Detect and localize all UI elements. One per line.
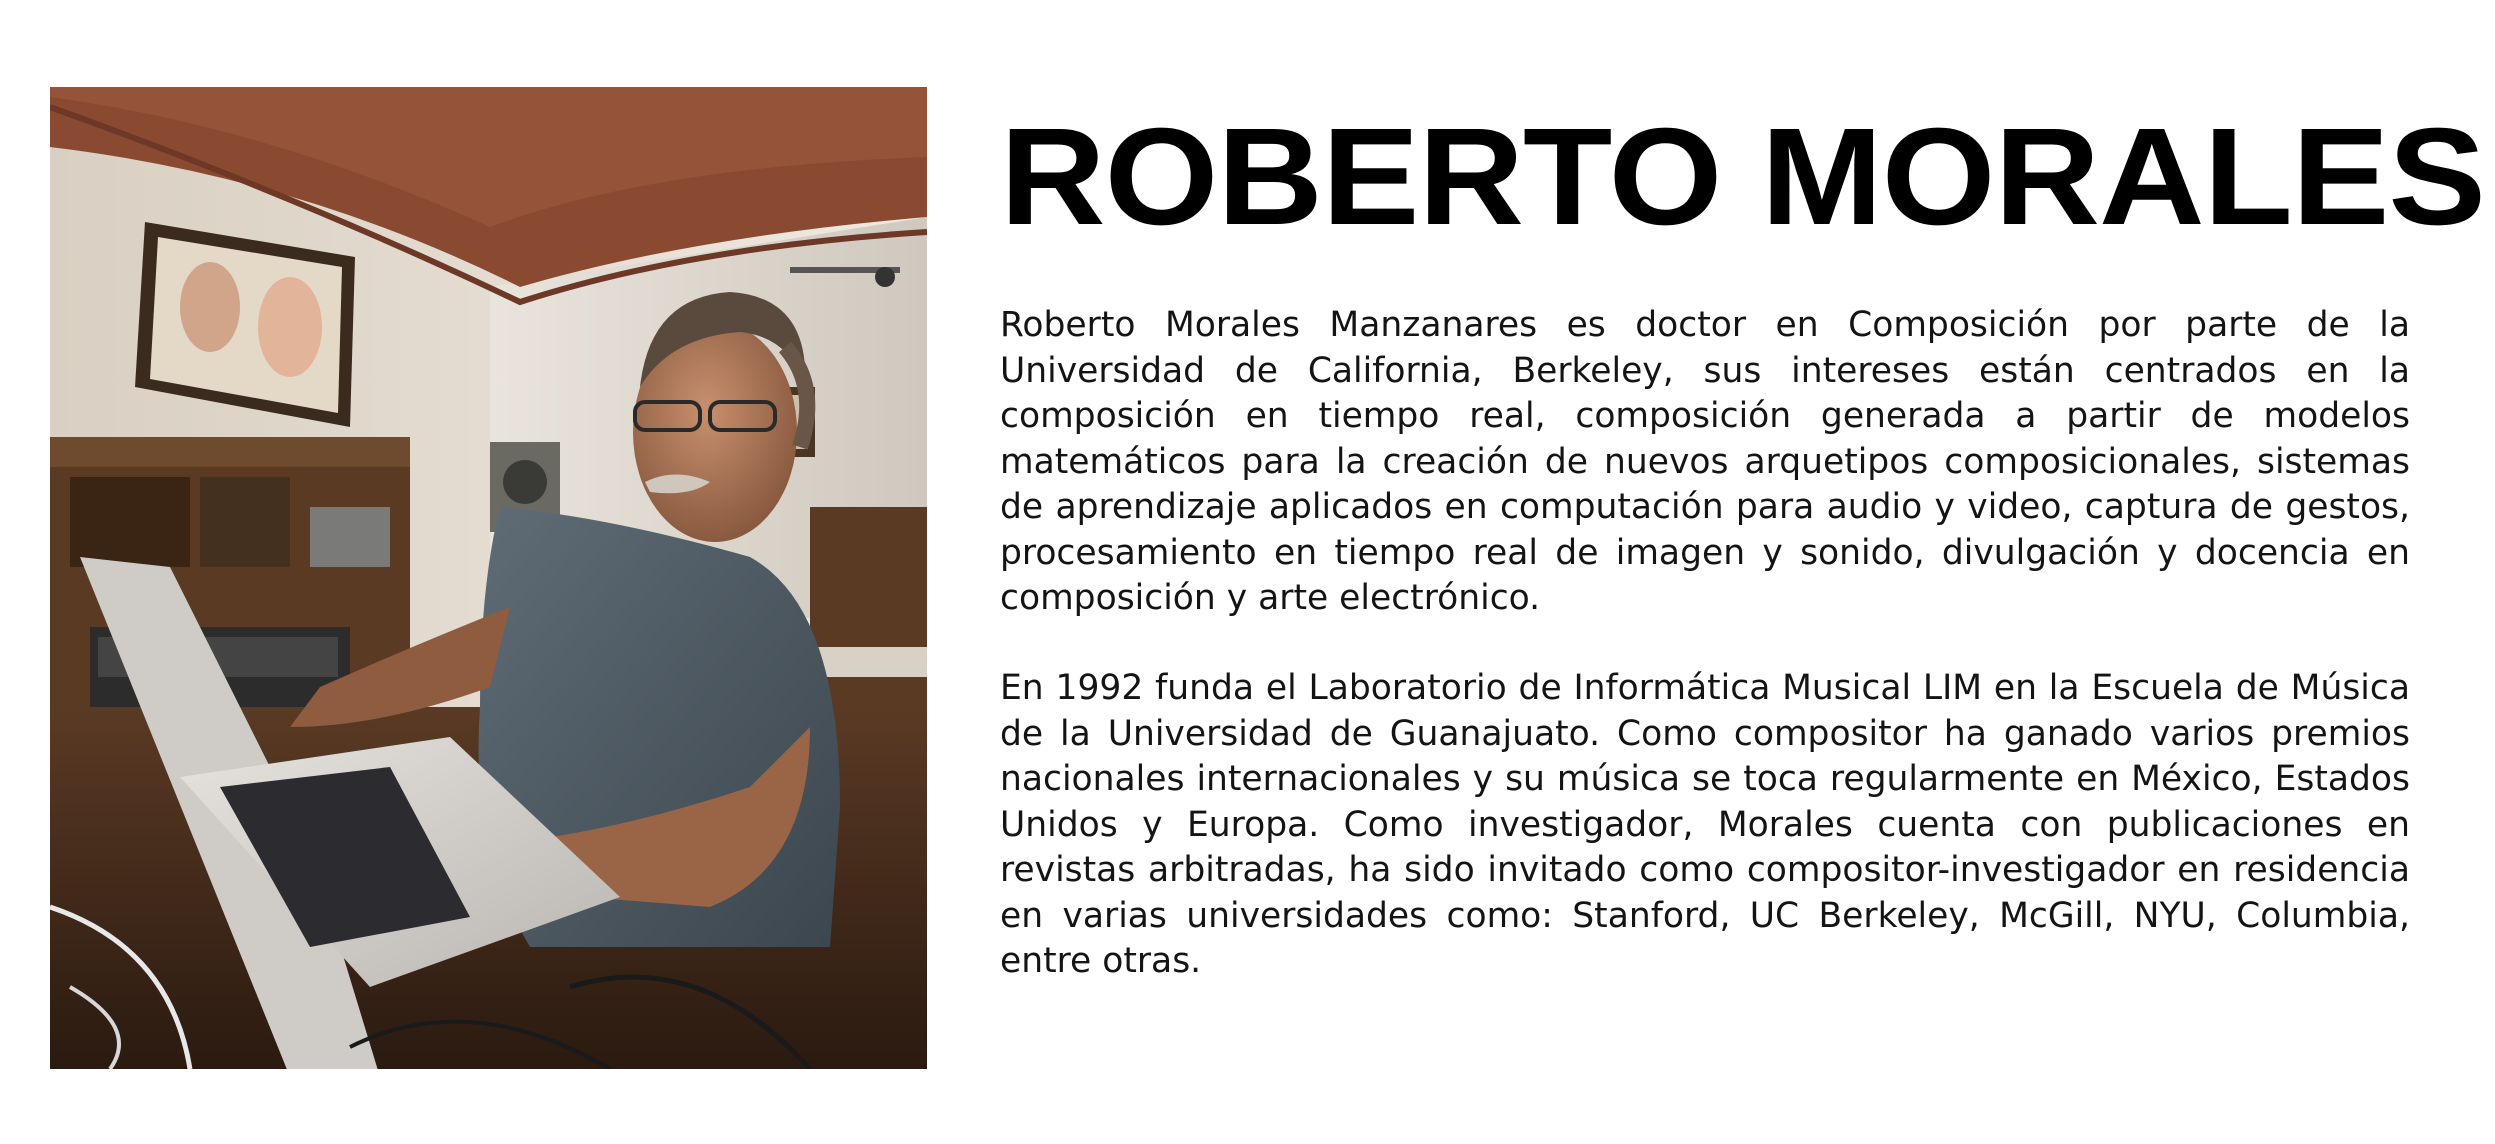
bio-paragraph-career: En 1992 funda el Laboratorio de Informática Musical LIM en la Escuela de Música de la Universidad de Guanajuato. Como compositor ha ganado varios premios nacionales internacionales y su música se toca regularmente en México, Estados Unidos y Europa. Como investigador, Morales cuenta con publicaciones en revistas arbitradas, ha sido invitado como compositor-investigador en residencia en varias universidades como: Stanford, UC Berkeley, McGill, NYU, Columbia, entre otras. — [1000, 668, 2410, 981]
page-title: ROBERTO MORALES — [1000, 100, 2485, 254]
bio-paragraph-education: Roberto Morales Manzanares es doctor en Composición por parte de la Universidad de California, Berkeley, sus intereses están centrados en la composición en tiempo real, composición generada a partir de modelos matemáticos para la creación de nuevos arquetipos composicionales, sistemas de aprendizaje aplicados en computación para audio y video, captura de gestos, procesamiento en tiempo real de imagen y sonido, divulgación y docencia en composición y arte electrónico. — [1000, 305, 2410, 618]
portrait-photo — [50, 87, 927, 1069]
